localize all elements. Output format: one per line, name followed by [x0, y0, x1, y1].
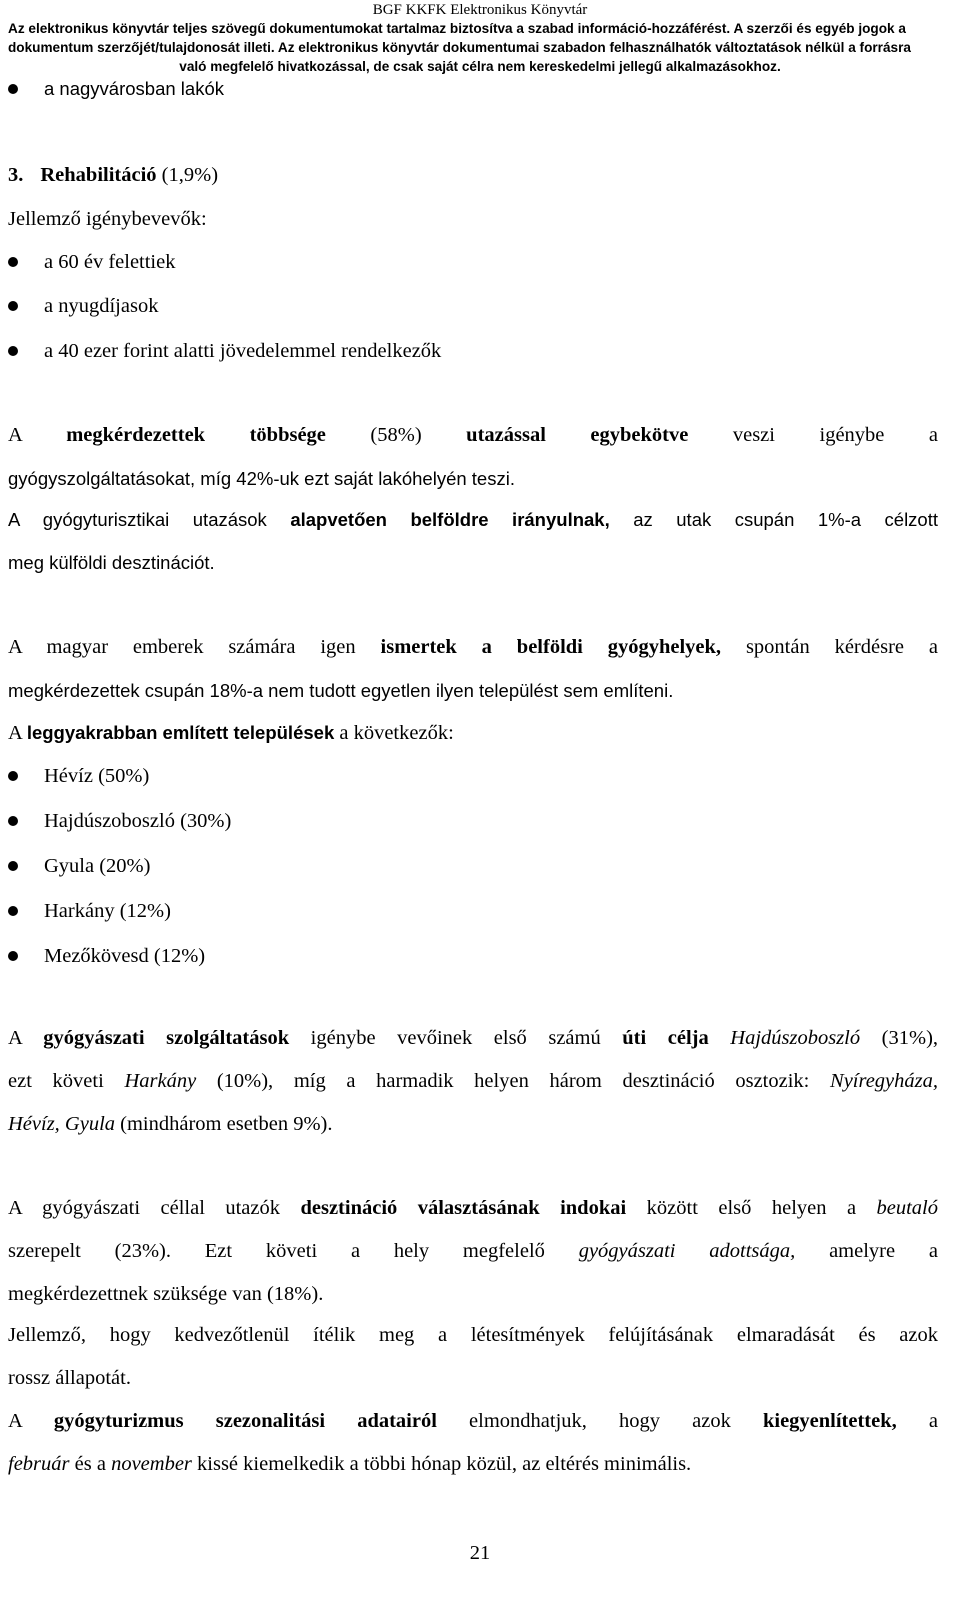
list-item: Mezőkövesd (12%)	[44, 945, 206, 967]
bullet-icon	[8, 301, 18, 311]
bullet-icon	[8, 861, 18, 871]
header-notice-line-1: Az elektronikus könyvtár teljes szövegű dokumentumokat tartalmaz biztosítva a szabad információ-hozzáférést. A szerzői és egyéb jogok a	[8, 21, 906, 36]
header-notice-line-2: dokumentum szerzőjét/tulajdonosát illeti. Az elektronikus könyvtár dokumentumai szabadon felhasználhatók változtatások nélkül a forrásra	[8, 40, 911, 55]
bullet-icon	[8, 346, 18, 356]
page-number: 21	[469, 1542, 491, 1564]
library-title: BGF KKFK Elektronikus Könyvtár	[372, 2, 588, 18]
paragraph-8: A gyógyturizmus szezonalitási adatairól elmondhatjuk, hogy azok kiegyenlítettek, a február és a november kissé kiemelkedik a többi hónap közül, az eltérés minimális.	[8, 1410, 938, 1475]
paragraph-3: A magyar emberek számára igen ismertek a belföldi gyógyhelyek, spontán kérdésre a megkérdezettek csupán 18%-a nem tudott egyetlen ilyen települést sem említeni.	[8, 636, 938, 701]
list-item: a nyugdíjasok	[44, 295, 159, 317]
paragraph-7: Jellemző, hogy kedvezőtlenül ítélik meg a létesítmények felújításának elmaradását és azok rossz állapotát.	[8, 1324, 938, 1389]
paragraph-5: A gyógyászati szolgáltatások igénybe vevőinek első számú úti célja Hajdúszoboszló (31%), ezt követi Harkány (10%), míg a harmadik helyen három desztináció osztozik: Nyíregyháza, Hévíz, Gyula (mindhárom esetben 9%).	[8, 1027, 939, 1135]
list-item: a 60 év felettiek	[44, 251, 176, 273]
section-share: (1,9%)	[161, 164, 219, 186]
list-item: Harkány (12%)	[44, 900, 171, 922]
list-item: Hajdúszoboszló (30%)	[44, 810, 232, 832]
paragraph-4: A leggyakrabban említett települések a következők:	[8, 722, 454, 744]
paragraph-2: A gyógyturisztikai utazások alapvetően belföldre irányulnak, az utak csupán 1%-a célzott meg külföldi desztinációt.	[8, 509, 939, 573]
bullet-icon	[8, 906, 18, 916]
users-label: Jellemző igénybevevők:	[8, 208, 207, 230]
bullet-icon	[8, 816, 18, 826]
section-number: 3.	[8, 164, 24, 186]
paragraph-1: A megkérdezettek többsége (58%) utazással egybekötve veszi igénybe a gyógyszolgáltatásokat, míg 42%-uk ezt saját lakóhelyén teszi.	[8, 424, 938, 489]
list-item: a 40 ezer forint alatti jövedelemmel rendelkezők	[44, 340, 442, 362]
bullet-icon	[8, 84, 18, 94]
section-heading	[8, 162, 218, 188]
section-title: Rehabilitáció	[40, 164, 157, 186]
header-notice-line-3: való megfelelő hivatkozással, de csak saját célra nem kereskedelmi jellegű alkalmazásokhoz.	[179, 59, 781, 74]
list-item: a nagyvárosban lakók	[44, 78, 224, 99]
bullet-icon	[8, 771, 18, 781]
paragraph-6: A gyógyászati céllal utazók desztináció választásának indokai között első helyen a beutaló szerepelt (23%). Ezt követi a hely megfelelő gyógyászati adottsága, amelyre a megkérdezettnek szüksége van (18%).	[8, 1197, 939, 1305]
bullet-icon	[8, 257, 18, 267]
document-header	[0, 0, 960, 76]
bullet-icon	[8, 951, 18, 961]
list-item: Gyula (20%)	[44, 855, 151, 877]
list-item: Hévíz (50%)	[44, 765, 150, 787]
